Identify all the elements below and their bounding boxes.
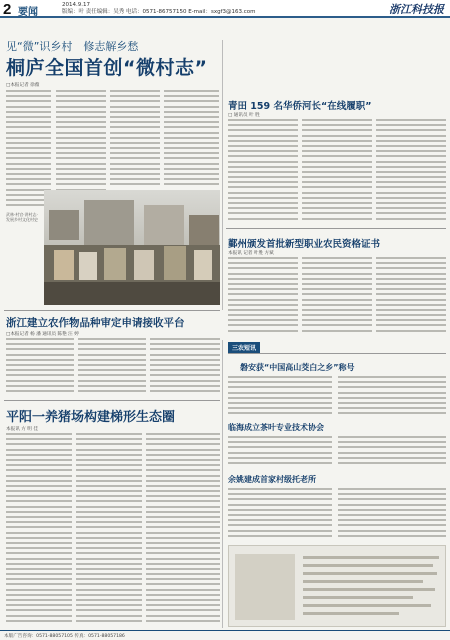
crops-byline: □本报记者 杨 潘 通讯员 陈艳 汪 婷 bbox=[6, 332, 79, 337]
briefs-section-tag: 三农短讯 bbox=[228, 342, 260, 353]
lead-kicker: 见“微”识乡村 修志解乡愁 bbox=[6, 40, 139, 53]
right-story2-col3 bbox=[376, 257, 446, 335]
pig-col3 bbox=[146, 433, 220, 628]
lead-photo bbox=[44, 190, 220, 305]
brief3-col1 bbox=[228, 488, 332, 538]
editor-line: 版编：叶 责任编辑：吴秀 电话：0571-86757150 E-mail：sxgf3@163.com bbox=[62, 8, 256, 15]
brief3-title: 余姚建成首家村级托老所 bbox=[228, 475, 316, 484]
brief3-col2 bbox=[338, 488, 446, 538]
crops-col1 bbox=[6, 338, 74, 396]
lead-text-col4 bbox=[164, 90, 219, 190]
lead-photo-caption: 武林·村官·讲村志·发展乡村文化村史 bbox=[6, 212, 38, 223]
lead-byline: □本报记者 徐薇 bbox=[6, 83, 40, 88]
pig-col2 bbox=[76, 433, 142, 628]
crops-col3 bbox=[150, 338, 220, 396]
brief1-col2 bbox=[338, 376, 446, 416]
right-story2-col2 bbox=[302, 257, 372, 335]
lead-text-col3 bbox=[110, 90, 160, 190]
column-divider bbox=[222, 40, 223, 310]
right-story-divider bbox=[226, 228, 446, 229]
brief1-title: 磐安获“中国高山茭白之乡”称号 bbox=[240, 363, 355, 372]
page-number: 2 bbox=[3, 1, 12, 18]
right-story-col3 bbox=[376, 119, 446, 224]
right-story-byline: □ 通讯员 叶 胜 bbox=[228, 113, 260, 118]
ad-block bbox=[228, 545, 446, 627]
newspaper-brand: 浙江科技报 bbox=[389, 3, 444, 16]
right-story2-headline: 鄞州颁发首批新型职业农民资格证书 bbox=[228, 239, 381, 250]
briefs-tag-rule bbox=[228, 353, 446, 354]
crops-headline: 浙江建立农作物品种审定申请接收平台 bbox=[6, 317, 185, 329]
right-story2-byline: 本报讯 记者 叶胜 方斌 bbox=[228, 251, 274, 256]
masthead-meta bbox=[62, 2, 256, 15]
section-name: 要闻 bbox=[18, 7, 38, 18]
lower-column-divider bbox=[222, 340, 223, 628]
pig-byline: 本报讯 方 明 佳 bbox=[6, 427, 38, 432]
masthead bbox=[0, 0, 450, 18]
right-story2-col1 bbox=[228, 257, 298, 335]
pig-headline: 平阳一养猪场构建梯形生态圈 bbox=[6, 410, 176, 425]
crops-col2 bbox=[78, 338, 146, 396]
brief1-col1 bbox=[228, 376, 332, 416]
date-line: 2014.9.17 bbox=[62, 2, 90, 8]
page-footer: 本版广告咨询：0571-88057105 传真：0571-88057186 bbox=[0, 630, 450, 640]
brief2-col1 bbox=[228, 436, 332, 468]
pig-col1 bbox=[6, 433, 72, 628]
right-story-col1 bbox=[228, 119, 298, 224]
lead-text-col2 bbox=[56, 90, 106, 200]
right-story-headline: 青田 159 名华侨河长“在线履职” bbox=[228, 101, 372, 112]
crops-divider bbox=[4, 400, 220, 401]
mid-divider-left bbox=[4, 310, 220, 311]
brief2-col2 bbox=[338, 436, 446, 468]
brief2-title: 临海成立茶叶专业技术协会 bbox=[228, 423, 324, 432]
lead-headline: 桐庐全国首创“微村志” bbox=[6, 57, 208, 79]
right-story-col2 bbox=[302, 119, 372, 224]
